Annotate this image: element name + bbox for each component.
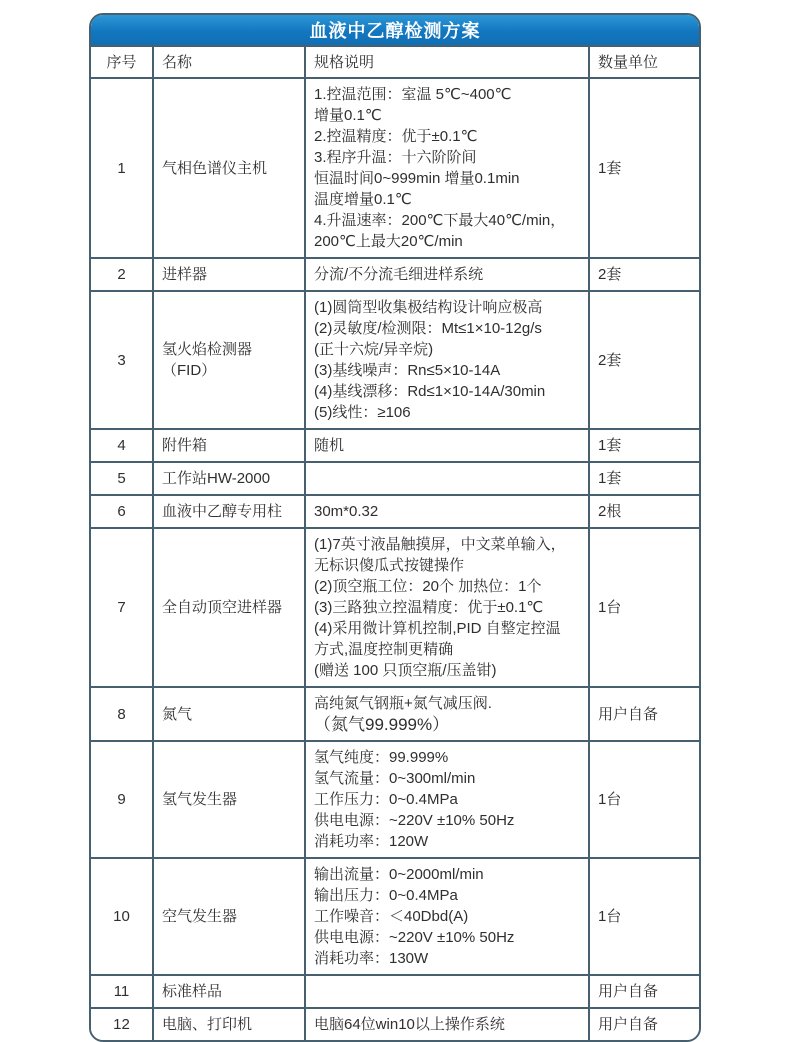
- cell-spec: [305, 975, 589, 1008]
- cell-no: 3: [91, 291, 153, 429]
- table-row: [91, 858, 699, 975]
- cell-name: 气相色谱仪主机: [153, 78, 305, 258]
- spec-line: (4)基线漂移：Rd≤1×10-14A/30min: [314, 383, 546, 400]
- cell-spec: [305, 291, 589, 429]
- cell-spec: [305, 78, 589, 258]
- cell-name: 血液中乙醇专用柱: [153, 495, 305, 528]
- cell-qty: 1台: [589, 858, 699, 975]
- cell-name: 全自动顶空进样器: [153, 528, 305, 687]
- spec-line: 工作压力：0~0.4MPa: [314, 791, 458, 808]
- spec-line: 氢气流量：0~300ml/min: [314, 770, 476, 787]
- spec-line: 氢气纯度：99.999%: [314, 749, 449, 766]
- spec-table-card: [89, 13, 701, 1042]
- cell-spec: [305, 1008, 589, 1040]
- cell-qty: 1台: [589, 741, 699, 858]
- cell-no: 1: [91, 78, 153, 258]
- spec-line: 30m*0.32: [314, 503, 379, 520]
- spec-line: 供电电源：~220V ±10% 50Hz: [314, 929, 515, 946]
- table-row: [91, 687, 699, 741]
- spec-line: 分流/不分流毛细进样系统: [314, 266, 484, 283]
- cell-qty: 2根: [589, 495, 699, 528]
- cell-spec: [305, 741, 589, 858]
- cell-qty: 1套: [589, 429, 699, 462]
- spec-line: 温度增量0.1℃: [314, 191, 412, 208]
- spec-line: 消耗功率：120W: [314, 833, 429, 850]
- spec-line: 电脑64位win10以上操作系统: [314, 1016, 505, 1033]
- spec-line: 供电电源：~220V ±10% 50Hz: [314, 812, 515, 829]
- header-row: [91, 47, 699, 78]
- cell-qty: 1台: [589, 528, 699, 687]
- table-row: [91, 741, 699, 858]
- table-row: [91, 495, 699, 528]
- cell-name: 空气发生器: [153, 858, 305, 975]
- spec-line: 消耗功率：130W: [314, 950, 429, 967]
- spec-line: （氮气99.999%）: [314, 715, 450, 734]
- cell-qty: 2套: [589, 291, 699, 429]
- cell-no: 12: [91, 1008, 153, 1040]
- spec-line: (1)7英寸液晶触摸屏，中文菜单输入，: [314, 536, 566, 553]
- cell-name: 氮气: [153, 687, 305, 741]
- cell-name: 氢火焰检测器（FID）: [153, 291, 305, 429]
- cell-qty: 1套: [589, 462, 699, 495]
- cell-no: 8: [91, 687, 153, 741]
- table-row: [91, 975, 699, 1008]
- cell-qty: 用户自备: [589, 687, 699, 741]
- cell-no: 11: [91, 975, 153, 1008]
- spec-line: 无标识傻瓜式按键操作: [314, 557, 465, 574]
- table-row: [91, 291, 699, 429]
- spec-line: 输出流量：0~2000ml/min: [314, 866, 484, 883]
- column-header-no: 序号: [91, 47, 153, 78]
- spec-line: 3.程序升温：十六阶阶间: [314, 149, 477, 166]
- spec-line: 随机: [314, 437, 345, 454]
- cell-qty: 1套: [589, 78, 699, 258]
- spec-line: 输出压力：0~0.4MPa: [314, 887, 458, 904]
- cell-qty: 用户自备: [589, 1008, 699, 1040]
- cell-spec: [305, 858, 589, 975]
- spec-line: (2)灵敏度/检测限：Mt≤1×10-12g/s: [314, 320, 542, 337]
- spec-line: 方式,温度控制更精确: [314, 641, 454, 658]
- spec-line: 高纯氮气钢瓶+氮气减压阀.: [314, 695, 492, 712]
- cell-name: 氢气发生器: [153, 741, 305, 858]
- spec-line: 恒温时间0~999min 增量0.1min: [314, 170, 520, 187]
- cell-spec: [305, 495, 589, 528]
- cell-name: 工作站HW-2000: [153, 462, 305, 495]
- cell-qty: 2套: [589, 258, 699, 291]
- cell-qty: 用户自备: [589, 975, 699, 1008]
- column-header-name: 名称: [153, 47, 305, 78]
- table-row: [91, 1008, 699, 1040]
- spec-line: (3)基线噪声：Rn≤5×10-14A: [314, 362, 501, 379]
- spec-line: (1)圆筒型收集极结构设计响应极高: [314, 299, 543, 316]
- spec-line: 增量0.1℃: [314, 107, 382, 124]
- spec-line: 1.控温范围：室温 5℃~400℃: [314, 86, 512, 103]
- cell-spec: [305, 528, 589, 687]
- spec-line: (2)顶空瓶工位：20个 加热位：1个: [314, 578, 542, 595]
- spec-line: (正十六烷/异辛烷): [314, 341, 434, 358]
- table-row: [91, 462, 699, 495]
- table-title: 血液中乙醇检测方案: [91, 15, 699, 47]
- table-row: [91, 78, 699, 258]
- cell-no: 7: [91, 528, 153, 687]
- spec-line: 2.控温精度：优于±0.1℃: [314, 128, 478, 145]
- cell-no: 2: [91, 258, 153, 291]
- cell-name: 电脑、打印机: [153, 1008, 305, 1040]
- column-header-qty: 数量单位: [589, 47, 699, 78]
- table-row: [91, 429, 699, 462]
- spec-line: 工作噪音：＜40Dbd(A): [314, 908, 469, 925]
- spec-line: 200℃上最大20℃/min: [314, 233, 463, 250]
- cell-name: 标准样品: [153, 975, 305, 1008]
- spec-line: 4.升温速率：200℃下最大40℃/min，: [314, 212, 566, 229]
- cell-spec: [305, 258, 589, 291]
- spec-line: (4)采用微计算机控制,PID 自整定控温: [314, 620, 561, 637]
- cell-name: 附件箱: [153, 429, 305, 462]
- cell-name: 进样器: [153, 258, 305, 291]
- cell-no: 4: [91, 429, 153, 462]
- spec-table: [91, 47, 699, 1040]
- spec-line: (3)三路独立控温精度：优于±0.1℃: [314, 599, 544, 616]
- spec-line: (赠送 100 只顶空瓶/压盖钳): [314, 662, 497, 679]
- cell-spec: [305, 429, 589, 462]
- table-row: [91, 528, 699, 687]
- cell-no: 6: [91, 495, 153, 528]
- cell-spec: [305, 462, 589, 495]
- spec-table-body: [91, 78, 699, 1040]
- cell-no: 10: [91, 858, 153, 975]
- table-row: [91, 258, 699, 291]
- cell-no: 9: [91, 741, 153, 858]
- spec-line: (5)线性：≥106: [314, 404, 411, 421]
- cell-no: 5: [91, 462, 153, 495]
- cell-spec: [305, 687, 589, 741]
- column-header-spec: 规格说明: [305, 47, 589, 78]
